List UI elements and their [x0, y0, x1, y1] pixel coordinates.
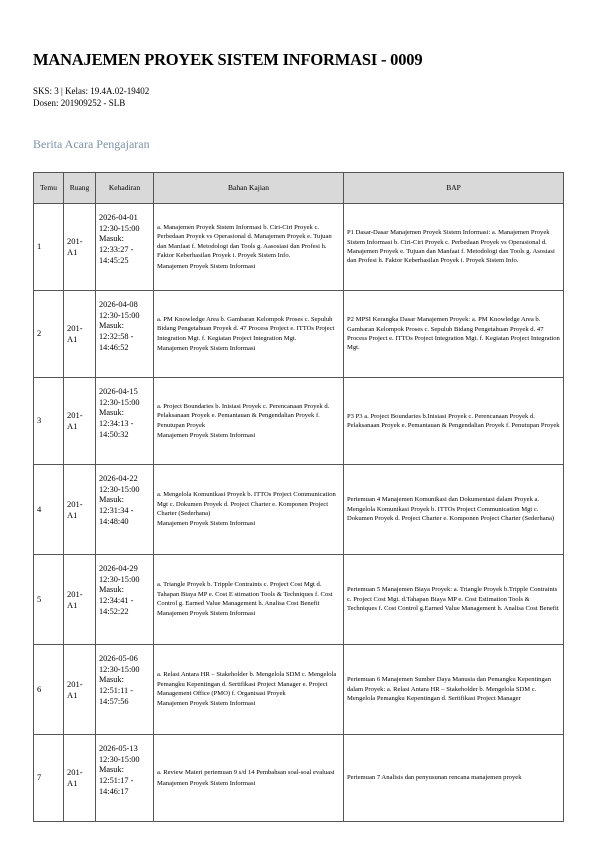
masuk-label: Masuk:	[99, 234, 124, 244]
table-row	[34, 291, 564, 378]
masuk-time: 12:33:27 -	[99, 245, 134, 255]
masuk-label: Masuk:	[99, 585, 124, 595]
keluar-time: 14:57:56	[99, 696, 129, 706]
session-time: 12:30-15:00	[99, 310, 140, 320]
table-row	[34, 645, 564, 735]
keluar-time: 14:45:25	[99, 255, 129, 265]
kehadiran-cell	[96, 555, 154, 645]
bap-cell: Pertemuan 6 Manajemen Sumber Daya Manusia dan Pemangku Kepentingan dalam Proyek: a. Relasi Antara HR – Stakeholder b. Mengelola SDM c. Mengelola Pemangku Kepentingan d. Sertifikasi Project Manager	[344, 645, 564, 735]
bahan-text: a. Mengelola Komunikasi Proyek b. ITTOs Project Communication Mgt c. Dokumen Proyek d. Project Charter e. Komponen Project Charter (Sederhana)	[157, 491, 336, 517]
course-info: SKS: 3 | Kelas: 19.4A.02-19402	[33, 86, 150, 96]
session-date: 2026-04-08	[99, 300, 138, 309]
bap-table	[33, 172, 564, 822]
temu-cell: 2	[34, 291, 64, 378]
table-row	[34, 735, 564, 822]
table-row	[34, 378, 564, 465]
table-row	[34, 555, 564, 645]
keluar-time: 14:46:17	[99, 786, 129, 796]
course-name: Manajemen Proyek Sistem Informasi	[157, 344, 256, 352]
temu-cell: 7	[34, 735, 64, 822]
bahan-kajian-cell	[154, 378, 344, 465]
section-title: Berita Acara Pengajaran	[33, 137, 150, 151]
temu-cell: 6	[34, 645, 64, 735]
bahan-kajian-cell	[154, 291, 344, 378]
session-time: 12:30-15:00	[99, 574, 140, 584]
masuk-label: Masuk:	[99, 765, 124, 775]
keluar-time: 14:52:22	[99, 606, 129, 616]
bahan-text: a. PM Knowledge Area b. Gambaran Kelompok Proses c. Sepuluh Bidang Pengetahuan Proyek d. 47 Process Project e. ITTOs Project Integration Mgt. f. Kegiatan Project Integration Mgt.	[157, 315, 335, 342]
keluar-time: 14:46:52	[99, 342, 129, 352]
masuk-time: 12:51:17 -	[99, 776, 134, 786]
keluar-time: 14:50:32	[99, 429, 129, 439]
keluar-time: 14:48:40	[99, 516, 129, 526]
temu-cell: 5	[34, 555, 64, 645]
masuk-label: Masuk:	[99, 675, 124, 685]
kehadiran-cell	[96, 645, 154, 735]
masuk-time: 12:32:58 -	[99, 332, 134, 342]
bahan-kajian-cell	[154, 204, 344, 291]
session-date: 2026-04-01	[99, 213, 138, 222]
kehadiran-cell	[96, 465, 154, 555]
bahan-text: a. Triangle Proyek b. Tripple Contraints c. Project Cost Mgt d. Tahapan Biaya MP e. Cost E stimation Tools & Techniques f. Cost Control g. Earned Value Management h. Analisa Cost Benefit	[157, 581, 333, 607]
bahan-text: a. Project Boundaries b. Inisiasi Proyek c. Perencanaan Proyek d. Pelaksanaan Proyek e. Pemantauan & Pengendalian Proyek f. Penutupan Proyek	[157, 402, 330, 429]
table-row	[34, 204, 564, 291]
bahan-text: a. Manajemen Proyek Sistem Informasi b. Ciri-Ciri Proyek c. Perbedaan Proyek vs Operasional d. Manajemen Proyek e. Tujuan dan Manfaat f. Metodologi dan Tools g. Aasosiasi dan Profesi h. Faktor Keberhasilan Proyek i. Proyek Sistem Info.	[157, 223, 332, 260]
bap-cell: P2 MPSI Kerangka Dasar Manajemen Proyek: a. PM Knowledge Area b. Gambaran Kelompok Proses c. Sepuluh Bidang Pengetahuan Proyek d. 47 Process Project e. ITTOs Project Integration Mgt. f. Kegiatan Project Integration Mgt.	[344, 291, 564, 378]
bahan-kajian-cell	[154, 735, 344, 822]
course-name: Manajemen Proyek Sistem Informasi	[157, 520, 256, 528]
ruang-cell: 201-A1	[64, 645, 96, 735]
ruang-cell: 201-A1	[64, 735, 96, 822]
session-date: 2026-04-15	[99, 387, 138, 396]
session-date: 2026-04-22	[99, 474, 138, 483]
course-name: Manajemen Proyek Sistem Informasi	[157, 431, 256, 439]
bahan-kajian-cell	[154, 465, 344, 555]
bap-cell: Pertemuan 5 Manajemen Biaya Proyek: a. Triangle Proyek b.Tripple Contraints c. Project Cost Mgt. d.Tahapan Biaya MP e. Cost Estimation Tools & Techniques f. Cost Control g.Earned Value Management h. Analisa Cost Benefit	[344, 555, 564, 645]
ruang-cell: 201-A1	[64, 555, 96, 645]
session-date: 2026-04-29	[99, 564, 138, 573]
ruang-cell: 201-A1	[64, 465, 96, 555]
kehadiran-cell	[96, 735, 154, 822]
masuk-time: 12:31:34 -	[99, 506, 134, 516]
course-name: Manajemen Proyek Sistem Informasi	[157, 700, 256, 708]
masuk-time: 12:51:11 -	[99, 686, 134, 696]
kehadiran-cell	[96, 291, 154, 378]
session-date: 2026-05-06	[99, 654, 138, 663]
masuk-time: 12:34:41 -	[99, 596, 134, 606]
col-header-bap: BAP	[344, 173, 564, 204]
temu-cell: 1	[34, 204, 64, 291]
temu-cell: 4	[34, 465, 64, 555]
session-time: 12:30-15:00	[99, 754, 140, 764]
kehadiran-cell	[96, 378, 154, 465]
ruang-cell: 201-A1	[64, 204, 96, 291]
bahan-kajian-cell	[154, 645, 344, 735]
col-header-ruang: Ruang	[64, 173, 96, 204]
session-time: 12:30-15:00	[99, 397, 140, 407]
temu-cell: 3	[34, 378, 64, 465]
bap-cell: Pertemuan 4 Manajemen Komunikasi dan Dokumentasi dalam Proyek a. Mengelola Komunikasi Proyek b. ITTOs Project Communication Mgt c. Dokumen Proyek d. Project Charter e. Komponen Project Charter (Sederhana)	[344, 465, 564, 555]
table-header	[34, 173, 564, 204]
col-header-temu: Temu	[34, 173, 64, 204]
lecturer-info: Dosen: 201909252 - SLB	[33, 98, 126, 108]
bap-cell: P3 P3 a. Project Boundaries b.Inisiasi Proyek c. Perencanaan Proyek d. Pelaksanaan Proyek e. Pemantauan & Pengendalian Proyek f. Penutupan Proyek	[344, 378, 564, 465]
table-row	[34, 465, 564, 555]
bahan-text: a. Relasi Antara HR – Stakeholder b. Mengelola SDM c. Mengelola Pemangku Kepentingan d. Sertifikasi Project Manager e. Project Management Office (PMO) f. Organisasi Proyek	[157, 671, 337, 697]
masuk-label: Masuk:	[99, 495, 124, 505]
course-name: Manajemen Proyek Sistem Informasi	[157, 262, 256, 270]
masuk-label: Masuk:	[99, 321, 124, 331]
course-name: Manajemen Proyek Sistem Informasi	[157, 610, 256, 618]
col-header-bahan-kajian: Bahan Kajian	[154, 173, 344, 204]
masuk-label: Masuk:	[99, 408, 124, 418]
bap-cell: Pertemuan 7 Analisis dan penyusunan rencana manajemen proyek	[344, 735, 564, 822]
bap-cell: P1 Dasar-Dasar Manajemen Proyek Sistem Informasi: a. Manajemen Proyek Sistem Informasi b. Ciri-Ciri Proyek c. Perbedaan Proyek vs Operasional d. Manajemen Proyek e. Tujuan dan Manfaat f. Metodologi dan Tools g. Asosiasi dan Profesi h. Faktor Keberhasilan Proyek i. Proyek Sistem Info.	[344, 204, 564, 291]
ruang-cell: 201-A1	[64, 291, 96, 378]
ruang-cell: 201-A1	[64, 378, 96, 465]
masuk-time: 12:34:13 -	[99, 419, 134, 429]
kehadiran-cell	[96, 204, 154, 291]
session-time: 12:30-15:00	[99, 484, 140, 494]
bahan-kajian-cell	[154, 555, 344, 645]
session-time: 12:30-15:00	[99, 223, 140, 233]
session-date: 2026-05-13	[99, 744, 138, 753]
course-name: Manajemen Proyek Sistem Informasi	[157, 779, 256, 787]
col-header-kehadiran: Kehadiran	[96, 173, 154, 204]
page-title: MANAJEMEN PROYEK SISTEM INFORMASI - 0009	[33, 50, 423, 69]
session-time: 12:30-15:00	[99, 664, 140, 674]
bahan-text: a. Review Materi pertemuan 9 s/d 14 Pembahsan soal-soal evaluasi	[157, 769, 335, 777]
